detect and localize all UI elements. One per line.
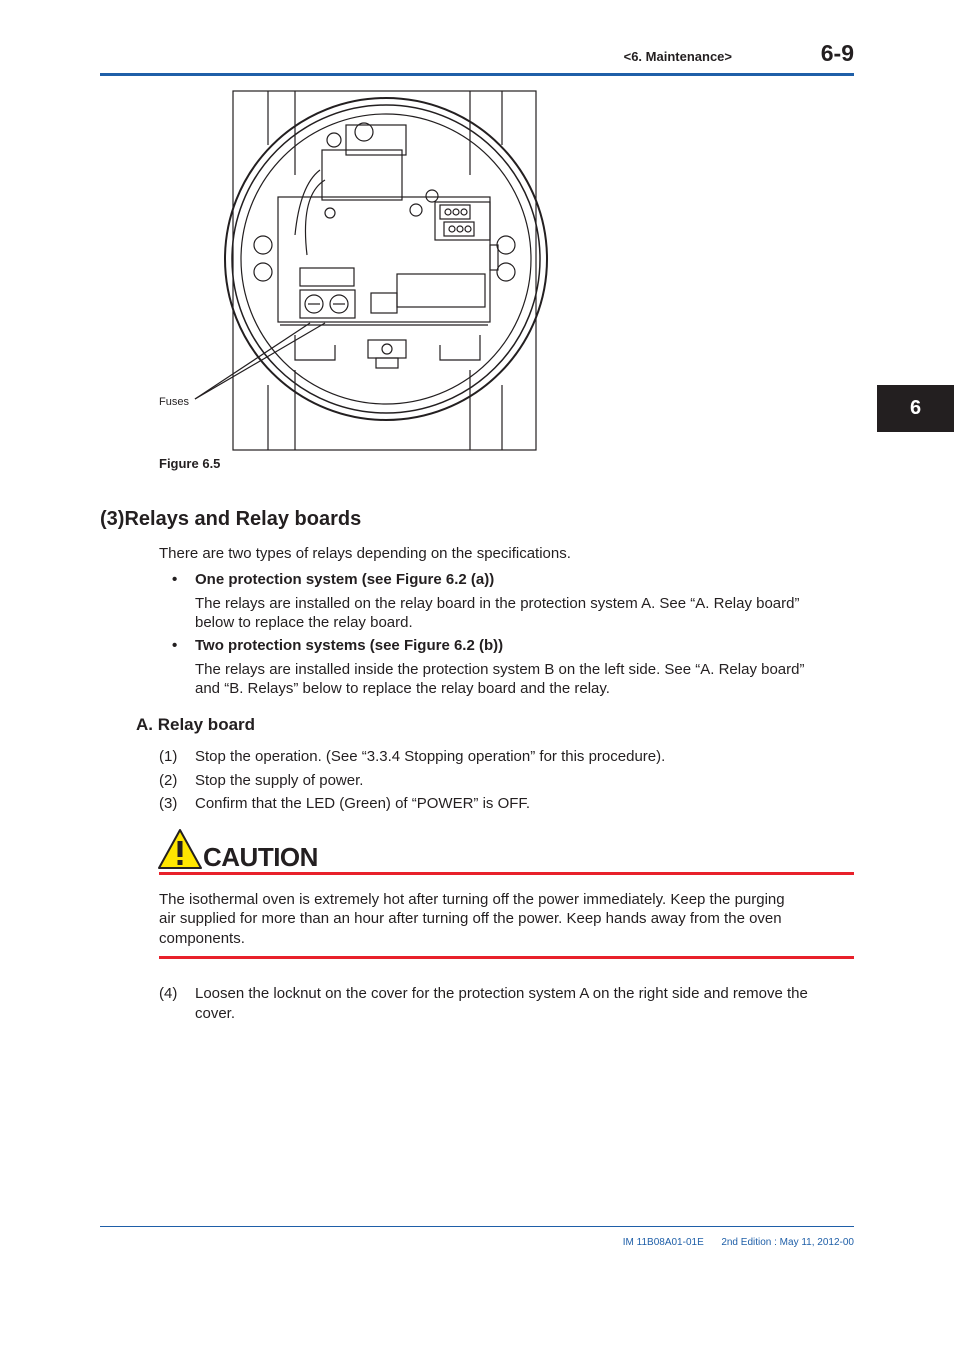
figure-caption: Figure 6.5 (159, 456, 221, 471)
footer (560, 1237, 854, 1248)
caution-text-line: air supplied for more than an hour after turning off the power. Keep hands away from the oven (159, 910, 782, 927)
step-text: cover. (195, 1005, 236, 1022)
fuses-callout: Fuses (159, 396, 189, 408)
caution-bottom-rule (159, 956, 854, 959)
bullet-body-line: and “B. Relays” below to replace the relay board and the relay. (195, 680, 610, 697)
footer-rule (100, 1226, 854, 1227)
step-text: Stop the operation. (See “3.3.4 Stopping operation” for this procedure). (195, 748, 666, 765)
subheading: A. Relay board (136, 715, 256, 734)
bullet-symbol: • (172, 571, 178, 588)
chapter-tab[interactable]: 6 (877, 385, 954, 432)
step-text: Confirm that the LED (Green) of “POWER” is OFF. (195, 795, 531, 812)
bullet-title: One protection system (see Figure 6.2 (a)) (195, 571, 495, 588)
caution-title: CAUTION (203, 842, 318, 872)
warning-triangle-icon (157, 828, 203, 870)
step-number: (4) (159, 985, 178, 1002)
bullet-body-line: The relays are installed inside the protection system B on the left side. See “A. Relay board” (195, 661, 805, 678)
caution-top-rule (159, 872, 854, 875)
section-heading: (3)Relays and Relay boards (100, 508, 362, 530)
relay-board-figure (150, 85, 550, 455)
step-number: (3) (159, 795, 178, 812)
edition-info: 2nd Edition : May 11, 2012-00 (721, 1237, 854, 1248)
bullet-title: Two protection systems (see Figure 6.2 (b)) (195, 637, 504, 654)
step-number: (2) (159, 772, 178, 789)
page-number: 6-9 (820, 40, 854, 66)
header-rule (100, 73, 854, 76)
step-number: (1) (159, 748, 178, 765)
step-text: Stop the supply of power. (195, 772, 364, 789)
bullet-symbol: • (172, 637, 178, 654)
document-id: IM 11B08A01-01E (622, 1237, 704, 1248)
step-text: Loosen the locknut on the cover for the protection system A on the right side and remove the (195, 985, 808, 1002)
intro-paragraph: There are two types of relays depending on the specifications. (159, 545, 571, 562)
caution-text-line: components. (159, 930, 245, 947)
section-header: <6. Maintenance> (623, 49, 732, 64)
caution-text-line: The isothermal oven is extremely hot after turning off the power immediately. Keep the purging (159, 891, 785, 908)
bullet-body-line: below to replace the relay board. (195, 614, 413, 631)
bullet-body-line: The relays are installed on the relay board in the protection system A. See “A. Relay board” (195, 595, 800, 612)
